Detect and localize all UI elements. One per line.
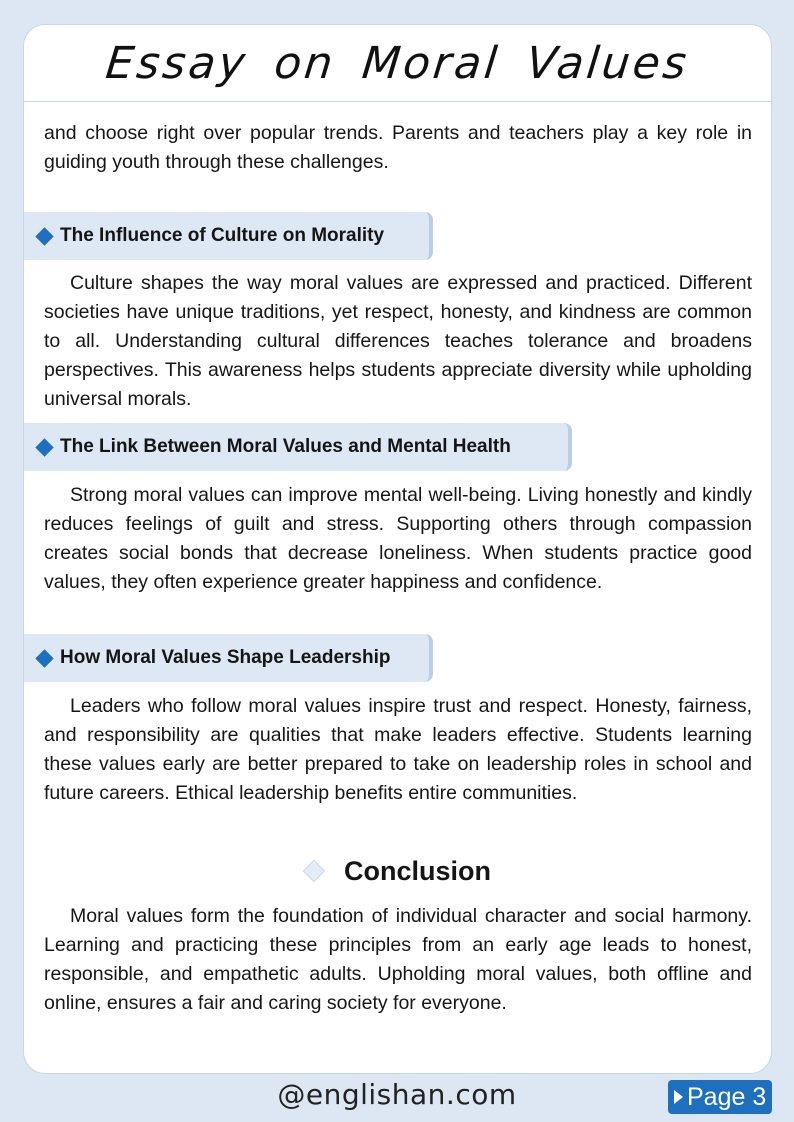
page-card [23, 24, 772, 1074]
section-body-mental-health: Strong moral values can improve mental well-being. Living honestly and kindly reduces feelings of guilt and stress. Supporting others through compassion creates social bonds that decrease loneliness. When students practice good values, they often experience greater happiness and confidence. [44, 484, 752, 593]
section-heading-mental-health [23, 423, 572, 471]
conclusion-heading [24, 851, 772, 891]
section-body-leadership: Leaders who follow moral values inspire trust and respect. Honesty, fairness, and responsibility are qualities that make leaders effective. Students learning these values early are better prepared to take on leadership roles in school and future careers. Ethical leadership benefits entire communities. [44, 695, 752, 804]
section-heading-culture [23, 212, 433, 260]
section-heading-leadership [23, 634, 433, 682]
conclusion-body: Moral values form the foundation of individual character and social harmony. Learning and practicing these principles from an early age leads to honest, responsible, and empathetic adults. Upholding moral values, both offline and online, ensures a fair and caring society for everyone. [44, 905, 752, 1014]
section-body-culture: Culture shapes the way moral values are expressed and practiced. Different societies have unique traditions, yet respect, honesty, and kindness are common to all. Understanding cultural differences teaches tolerance and broadens perspectives. This awareness helps students appreciate diversity while upholding universal morals. [44, 272, 752, 410]
page-number-badge [668, 1080, 772, 1114]
site-footer-link[interactable]: @englishan.com [277, 1078, 517, 1111]
diamond-icon [35, 438, 53, 456]
page-number-label: Page 3 [687, 1082, 767, 1111]
intro-paragraph: and choose right over popular trends. Parents and teachers play a key role in guiding youth through these challenges. [44, 122, 752, 173]
diamond-icon [35, 227, 53, 245]
diamond-icon [35, 649, 53, 667]
diamond-outline-icon [303, 860, 326, 883]
conclusion-heading-text: Conclusion [344, 855, 491, 886]
section-heading-text: The Link Between Moral Values and Mental Health [60, 436, 511, 457]
page-title: Essay on Moral Values [103, 37, 692, 89]
section-heading-text: The Influence of Culture on Morality [60, 225, 385, 246]
arrow-right-icon [674, 1090, 683, 1104]
title-bar [24, 25, 771, 102]
section-heading-text: How Moral Values Shape Leadership [60, 647, 391, 668]
